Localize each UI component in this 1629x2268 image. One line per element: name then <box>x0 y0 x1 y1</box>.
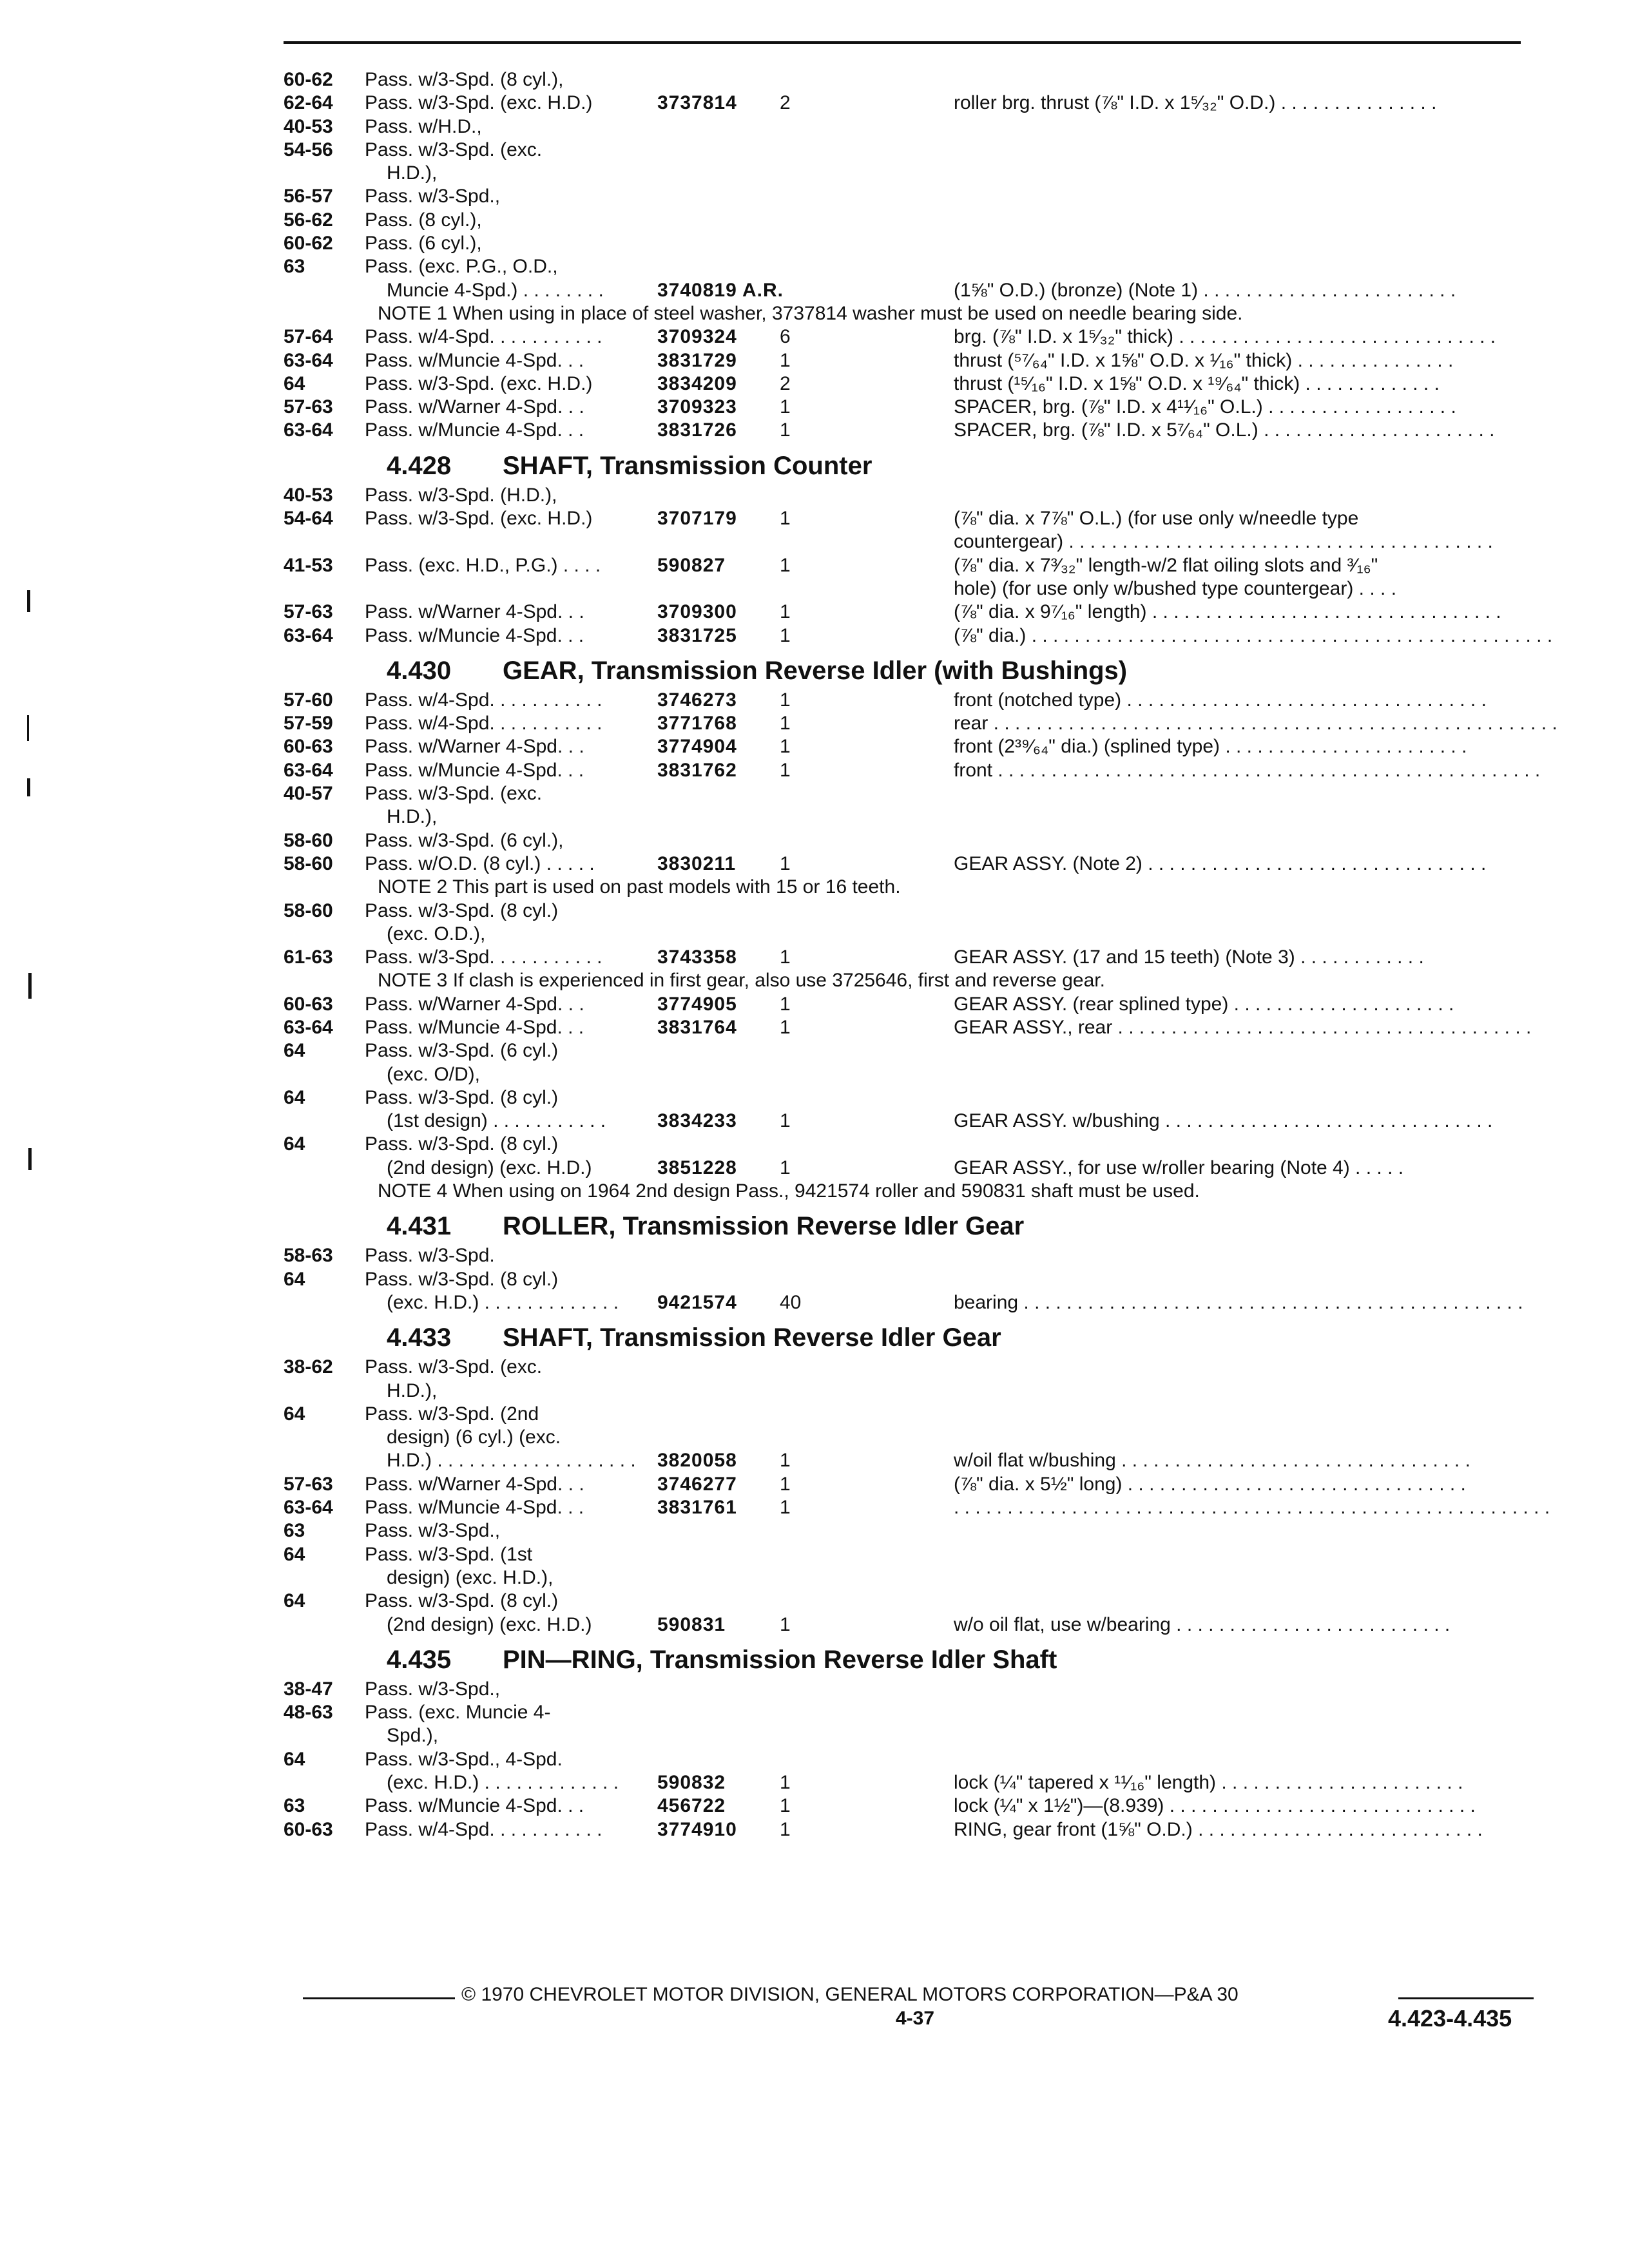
part-number: 3740819 A.R. <box>657 279 784 301</box>
model-application: Pass. w/3-Spd., <box>365 1520 501 1542</box>
year-range: 64 <box>284 1086 305 1108</box>
model-application: Pass. w/3-Spd. (2nd <box>365 1403 539 1425</box>
quantity: 1 <box>780 601 791 623</box>
quantity: 1 <box>780 396 791 418</box>
parts-row <box>284 805 1527 829</box>
model-application: Pass. w/3-Spd. (1st <box>365 1543 533 1565</box>
year-range: 40-53 <box>284 115 333 137</box>
model-application: Pass. w/3-Spd. (6 cyl.), <box>365 829 564 851</box>
model-application: (exc. O.D.), <box>387 923 486 945</box>
quantity: 1 <box>780 508 791 530</box>
year-range: 57-64 <box>284 326 333 348</box>
year-range: 57-63 <box>284 601 333 623</box>
part-description: brg. (⅞" I.D. x 1⁵⁄₃₂" thick) . . . . . . . . . . . . . . . . . . . . . . . . . . . . . . <box>954 326 1496 348</box>
parts-row <box>284 759 1541 782</box>
model-application: Pass. w/Muncie 4-Spd. . . <box>365 1497 584 1519</box>
parts-row <box>284 829 1527 852</box>
year-range: 57-59 <box>284 713 333 735</box>
section-title: GEAR, Transmission Reverse Idler (with Bushings) <box>503 656 1128 685</box>
part-description: (⅞" dia. x 7³⁄₃₂" length-w/2 flat oiling slots and ³⁄₁₆" <box>954 554 1378 576</box>
quantity: 1 <box>780 1613 791 1635</box>
note-line <box>284 969 1527 992</box>
year-range: 61-63 <box>284 947 333 968</box>
model-application: Pass. (exc. P.G., O.D., <box>365 256 558 278</box>
note-text: NOTE 4 When using on 1964 2nd design Pass., 9421574 roller and 590831 shaft must be used. <box>378 1180 1200 1202</box>
model-application: Pass. w/3-Spd., 4-Spd. <box>365 1748 563 1770</box>
part-description: (⅞" dia.) . . . . . . . . . . . . . . . . . . . . . . . . . . . . . . . . . . . . . . . . . . . . . . . . . <box>954 624 1553 646</box>
note-text: NOTE 3 If clash is experienced in first gear, also use 3725646, first and reverse gear. <box>378 970 1105 992</box>
part-description: rear . . . . . . . . . . . . . . . . . . . . . . . . . . . . . . . . . . . . . . . . . . . . . . . . . . . . . <box>954 713 1557 735</box>
part-number: 3851228 <box>657 1157 737 1178</box>
parts-row <box>284 712 1557 735</box>
note-line <box>284 302 1527 325</box>
part-description: lock (¼" tapered x ¹¹⁄₁₆" length) . . . . . . . . . . . . . . . . . . . . . . . <box>954 1772 1463 1793</box>
part-description: thrust (¹⁵⁄₁₆" I.D. x 1⅝" O.D. x ¹⁹⁄₆₄" thick) . . . . . . . . . . . . . <box>954 372 1440 394</box>
section-title: SHAFT, Transmission Counter <box>503 451 872 480</box>
part-description: (⅞" dia. x 9⁷⁄₁₆" length) . . . . . . . . . . . . . . . . . . . . . . . . . . . . . . . . . <box>954 601 1501 623</box>
quantity: 1 <box>780 1818 791 1840</box>
parts-row <box>284 1678 1527 1701</box>
model-application: Pass. w/Warner 4-Spd. . . <box>365 1473 584 1495</box>
parts-row <box>284 507 1527 530</box>
year-range: 56-62 <box>284 209 333 231</box>
part-description: GEAR ASSY. w/bushing . . . . . . . . . . . . . . . . . . . . . . . . . . . . . . . <box>954 1110 1493 1132</box>
parts-row <box>284 372 1527 396</box>
part-description: (1⅝" O.D.) (bronze) (Note 1) . . . . . . . . . . . . . . . . . . . . . . . . <box>954 279 1456 301</box>
quantity: 1 <box>780 1016 791 1038</box>
parts-row <box>284 1473 1527 1496</box>
section-header <box>284 1314 1527 1356</box>
part-description: countergear) . . . . . . . . . . . . . . . . . . . . . . . . . . . . . . . . . . . . . . . . <box>954 531 1493 553</box>
quantity: 1 <box>780 947 791 968</box>
parts-row <box>284 255 1527 278</box>
part-description: bearing . . . . . . . . . . . . . . . . . . . . . . . . . . . . . . . . . . . . . . . . . . . . . . . <box>954 1291 1523 1313</box>
model-application: Pass. (exc. Muncie 4- <box>365 1702 551 1724</box>
quantity: 1 <box>780 713 791 735</box>
year-range: 60-63 <box>284 736 333 758</box>
parts-row <box>284 1449 1527 1472</box>
section-header <box>284 443 1527 484</box>
part-description: front (2³⁹⁄₆₄" dia.) (splined type) . . . . . . . . . . . . . . . . . . . . . . . <box>954 736 1467 758</box>
model-application: Pass. w/Muncie 4-Spd. . . <box>365 624 584 646</box>
quantity: 1 <box>780 419 791 441</box>
part-number: 3746273 <box>657 689 737 711</box>
parts-list <box>284 68 1557 1841</box>
section-header <box>284 648 1527 689</box>
parts-row <box>284 624 1553 648</box>
margin-mark <box>27 715 29 741</box>
year-range: 64 <box>284 1133 305 1155</box>
quantity: 1 <box>780 554 791 576</box>
year-range: 38-62 <box>284 1356 333 1378</box>
part-number: 3820058 <box>657 1450 737 1472</box>
parts-row <box>284 209 1527 232</box>
year-range: 63-64 <box>284 759 333 781</box>
model-application: Pass. w/4-Spd. . . . . . . . . . . <box>365 1818 602 1840</box>
quantity: 1 <box>780 1772 791 1793</box>
model-application: Pass. w/3-Spd. (8 cyl.) <box>365 1268 559 1290</box>
year-range: 64 <box>284 1590 305 1612</box>
part-description: (⅞" dia. x 7⅞" O.L.) (for use only w/needle type <box>954 508 1359 530</box>
parts-row <box>284 1244 1527 1267</box>
part-number: 3831762 <box>657 759 737 781</box>
part-number: 3834209 <box>657 372 737 394</box>
model-application: Pass. (6 cyl.), <box>365 233 482 255</box>
model-application: Muncie 4-Spd.) . . . . . . . . <box>387 279 604 301</box>
parts-row <box>284 923 1527 946</box>
part-number: 3834233 <box>657 1110 737 1132</box>
parts-row <box>284 91 1527 115</box>
part-number: 3771768 <box>657 713 737 735</box>
year-range: 63-64 <box>284 1016 333 1038</box>
part-description: GEAR ASSY., rear . . . . . . . . . . . . . . . . . . . . . . . . . . . . . . . . . . . . . . . <box>954 1016 1532 1038</box>
model-application: (1st design) . . . . . . . . . . . <box>387 1110 606 1132</box>
model-application: Pass. w/Warner 4-Spd. . . <box>365 396 584 418</box>
model-application: Pass. w/Warner 4-Spd. . . <box>365 993 584 1015</box>
part-number: 590827 <box>657 554 726 576</box>
note-text: NOTE 2 This part is used on past models with 15 or 16 teeth. <box>378 876 901 898</box>
part-description: GEAR ASSY. (rear splined type) . . . . . . . . . . . . . . . . . . . . . <box>954 993 1454 1015</box>
section-header <box>284 1203 1527 1244</box>
model-application: Pass. w/3-Spd., <box>365 186 501 207</box>
year-range: 64 <box>284 1403 305 1425</box>
quantity: 1 <box>780 852 791 874</box>
quantity: 1 <box>780 1795 791 1817</box>
quantity: 1 <box>780 759 791 781</box>
model-application: H.D.), <box>387 806 438 828</box>
model-application: (exc. H.D.) . . . . . . . . . . . . . <box>387 1291 619 1313</box>
parts-row <box>284 1426 1527 1449</box>
year-range: 48-63 <box>284 1702 333 1724</box>
parts-row <box>284 325 1527 349</box>
footer-rule-left <box>303 1997 455 1999</box>
section-number: 4.428 <box>387 451 452 480</box>
parts-row <box>284 1724 1527 1747</box>
parts-row <box>284 1016 1532 1039</box>
parts-row <box>284 1748 1527 1771</box>
year-range: 63 <box>284 1520 305 1542</box>
model-application: Pass. w/3-Spd. (8 cyl.) <box>365 1133 559 1155</box>
parts-row <box>284 1157 1527 1180</box>
part-description: RING, gear front (1⅝" O.D.) . . . . . . . . . . . . . . . . . . . . . . . . . . . <box>954 1818 1483 1840</box>
model-application: Pass. w/4-Spd. . . . . . . . . . . <box>365 713 602 735</box>
parts-row <box>284 279 1527 302</box>
part-number: 3831761 <box>657 1497 737 1519</box>
year-range: 41-53 <box>284 554 333 576</box>
model-application: Pass. w/3-Spd. (exc. <box>365 139 543 160</box>
year-range: 58-60 <box>284 852 333 874</box>
model-application: Pass. w/Muncie 4-Spd. . . <box>365 349 584 371</box>
model-application: Pass. w/Muncie 4-Spd. . . <box>365 759 584 781</box>
model-application: H.D.), <box>387 162 438 184</box>
parts-row <box>284 1794 1527 1818</box>
section-range: 4.423-4.435 <box>1388 2005 1512 2032</box>
model-application: (exc. H.D.) . . . . . . . . . . . . . <box>387 1772 619 1793</box>
section-number: 4.435 <box>387 1645 452 1674</box>
model-application: H.D.) . . . . . . . . . . . . . . . . . . . <box>387 1450 636 1472</box>
part-description: hole) (for use only w/bushed type countergear) . . . . <box>954 577 1397 599</box>
year-range: 64 <box>284 1040 305 1062</box>
page-footer <box>303 1983 1540 2032</box>
year-range: 63-64 <box>284 1497 333 1519</box>
page-number: 4-37 <box>896 2008 935 2029</box>
parts-row <box>284 1818 1527 1841</box>
parts-row <box>284 852 1527 876</box>
note-text: NOTE 1 When using in place of steel washer, 3737814 washer must be used on needle bearing side. <box>378 302 1243 324</box>
quantity: 1 <box>780 1110 791 1132</box>
model-application: Pass. w/3-Spd. (exc. <box>365 783 543 805</box>
model-application: Pass. w/4-Spd. . . . . . . . . . . <box>365 326 602 348</box>
part-number: 456722 <box>657 1795 726 1817</box>
year-range: 63 <box>284 1795 305 1817</box>
model-application: Pass. w/Muncie 4-Spd. . . <box>365 1016 584 1038</box>
part-number: 590831 <box>657 1613 726 1635</box>
model-application: Pass. w/3-Spd. (8 cyl.) <box>365 899 559 921</box>
parts-row <box>284 1519 1527 1542</box>
parts-row <box>284 1701 1527 1724</box>
year-range: 62-64 <box>284 92 333 114</box>
year-range: 60-63 <box>284 993 333 1015</box>
parts-row <box>284 1039 1527 1062</box>
year-range: 64 <box>284 1543 305 1565</box>
model-application: Pass. w/3-Spd. (8 cyl.), <box>365 69 564 90</box>
quantity: 40 <box>780 1291 802 1313</box>
note-line <box>284 1180 1527 1203</box>
year-range: 58-60 <box>284 829 333 851</box>
year-range: 40-57 <box>284 783 333 805</box>
year-range: 57-63 <box>284 1473 333 1495</box>
parts-row <box>284 139 1527 162</box>
part-description: SPACER, brg. (⅞" I.D. x 4¹¹⁄₁₆" O.L.) . . . . . . . . . . . . . . . . . . <box>954 396 1456 418</box>
model-application: H.D.), <box>387 1379 438 1401</box>
margin-mark <box>27 778 30 796</box>
section-number: 4.430 <box>387 656 452 685</box>
part-number: 3743358 <box>657 947 737 968</box>
parts-row <box>284 484 1527 507</box>
top-rule <box>284 41 1521 44</box>
model-application: Pass. w/4-Spd. . . . . . . . . . . <box>365 689 602 711</box>
model-application: Pass. w/3-Spd. (H.D.), <box>365 484 557 506</box>
part-number: 3774910 <box>657 1818 737 1840</box>
footer-rule-right <box>1398 1997 1534 1999</box>
quantity: 6 <box>780 326 791 348</box>
parts-row <box>284 946 1527 969</box>
parts-row <box>284 1291 1527 1314</box>
parts-row <box>284 1086 1527 1110</box>
year-range: 63-64 <box>284 349 333 371</box>
quantity: 1 <box>780 689 791 711</box>
part-description: lock (¼" x 1½")—(8.939) . . . . . . . . . . . . . . . . . . . . . . . . . . . . . <box>954 1795 1476 1817</box>
part-number: 3774905 <box>657 993 737 1015</box>
part-number: 3709324 <box>657 326 737 348</box>
parts-row <box>284 577 1527 601</box>
part-description: GEAR ASSY., for use w/roller bearing (Note 4) . . . . . <box>954 1157 1404 1178</box>
quantity: 1 <box>780 993 791 1015</box>
parts-row <box>284 162 1527 185</box>
part-number: 3707179 <box>657 508 737 530</box>
part-number: 3830211 <box>657 852 737 874</box>
part-description: GEAR ASSY. (17 and 15 teeth) (Note 3) . . . . . . . . . . . . <box>954 947 1424 968</box>
parts-row <box>284 1771 1527 1794</box>
parts-row <box>284 115 1527 139</box>
part-description: SPACER, brg. (⅞" I.D. x 5⁷⁄₆₄" O.L.) . . . . . . . . . . . . . . . . . . . . . . <box>954 419 1495 441</box>
part-description: w/o oil flat, use w/bearing . . . . . . . . . . . . . . . . . . . . . . . . . . <box>954 1613 1451 1635</box>
part-number: 3774904 <box>657 736 737 758</box>
parts-row <box>284 1613 1527 1637</box>
year-range: 57-63 <box>284 396 333 418</box>
quantity: 1 <box>780 736 791 758</box>
part-number: 3746277 <box>657 1473 737 1495</box>
parts-row <box>284 735 1527 758</box>
section-header <box>284 1637 1527 1678</box>
year-range: 60-63 <box>284 1818 333 1840</box>
section-title: SHAFT, Transmission Reverse Idler Gear <box>503 1323 1001 1352</box>
model-application: Pass. w/H.D., <box>365 115 482 137</box>
part-number: 3831764 <box>657 1016 737 1038</box>
year-range: 58-60 <box>284 899 333 921</box>
year-range: 57-60 <box>284 689 333 711</box>
model-application: Pass. w/3-Spd. (exc. H.D.) <box>365 92 593 114</box>
part-number: 9421574 <box>657 1291 737 1313</box>
part-number: 3737814 <box>657 92 737 114</box>
part-number: 3831729 <box>657 349 737 371</box>
part-description: thrust (⁵⁷⁄₆₄" I.D. x 1⅝" O.D. x ¹⁄₁₆" thick) . . . . . . . . . . . . . . . <box>954 349 1454 371</box>
part-number: 3831725 <box>657 624 737 646</box>
quantity: 2 <box>780 372 791 394</box>
model-application: Pass. w/Warner 4-Spd. . . <box>365 601 584 623</box>
year-range: 63 <box>284 256 305 278</box>
section-number: 4.433 <box>387 1323 452 1352</box>
parts-row <box>284 1403 1527 1426</box>
parts-row <box>284 1379 1527 1403</box>
copyright-line: © 1970 CHEVROLET MOTOR DIVISION, GENERAL MOTORS CORPORATION—P&A 30 <box>461 1984 1239 2005</box>
parts-row <box>284 349 1527 372</box>
model-application: Pass. w/3-Spd. . . . . . . . . . . <box>365 947 602 968</box>
parts-row <box>284 1543 1527 1566</box>
model-application: Pass. w/3-Spd. <box>365 1245 495 1267</box>
margin-mark <box>27 590 30 612</box>
model-application: design) (exc. H.D.), <box>387 1566 554 1588</box>
margin-mark <box>28 973 32 999</box>
margin-mark <box>28 1148 32 1170</box>
quantity: 1 <box>780 624 791 646</box>
part-description: front (notched type) . . . . . . . . . . . . . . . . . . . . . . . . . . . . . . . . . . <box>954 689 1487 711</box>
model-application: Pass. (exc. H.D., P.G.) . . . . <box>365 554 601 576</box>
section-number: 4.431 <box>387 1212 452 1241</box>
parts-row <box>284 1356 1527 1379</box>
part-description: (⅞" dia. x 5½" long) . . . . . . . . . . . . . . . . . . . . . . . . . . . . . . . . <box>954 1473 1466 1495</box>
model-application: Pass. w/Muncie 4-Spd. . . <box>365 1795 584 1817</box>
parts-row <box>284 782 1527 805</box>
model-application: Pass. w/3-Spd., <box>365 1678 501 1700</box>
model-application: Pass. w/3-Spd. (8 cyl.) <box>365 1086 559 1108</box>
part-description: front . . . . . . . . . . . . . . . . . . . . . . . . . . . . . . . . . . . . . . . . . . . . . . . . . . . <box>954 759 1541 781</box>
parts-row <box>284 1496 1550 1519</box>
quantity: 1 <box>780 1157 791 1178</box>
year-range: 64 <box>284 372 305 394</box>
quantity: 1 <box>780 1473 791 1495</box>
part-number: 590832 <box>657 1772 726 1793</box>
model-application: (2nd design) (exc. H.D.) <box>387 1613 592 1635</box>
part-description: w/oil flat w/bushing . . . . . . . . . . . . . . . . . . . . . . . . . . . . . . . . . <box>954 1450 1470 1472</box>
model-application: Pass. w/3-Spd. (exc. <box>365 1356 543 1378</box>
model-application: (2nd design) (exc. H.D.) <box>387 1157 592 1178</box>
model-application: Pass. w/Warner 4-Spd. . . <box>365 736 584 758</box>
quantity: 2 <box>780 92 791 114</box>
year-range: 40-53 <box>284 484 333 506</box>
year-range: 63-64 <box>284 624 333 646</box>
year-range: 58-63 <box>284 1245 333 1267</box>
parts-row <box>284 601 1527 624</box>
year-range: 64 <box>284 1748 305 1770</box>
parts-row <box>284 689 1527 712</box>
parts-row <box>284 419 1527 442</box>
part-number: 3831726 <box>657 419 737 441</box>
parts-row <box>284 530 1527 553</box>
section-title: PIN—RING, Transmission Reverse Idler Shaft <box>503 1645 1057 1674</box>
parts-row <box>284 554 1527 577</box>
year-range: 38-47 <box>284 1678 333 1700</box>
parts-row <box>284 1110 1527 1133</box>
parts-row <box>284 899 1527 923</box>
parts-row <box>284 1063 1527 1086</box>
parts-row <box>284 1566 1527 1590</box>
model-application: Pass. w/O.D. (8 cyl.) . . . . . <box>365 852 595 874</box>
year-range: 54-64 <box>284 508 333 530</box>
model-application: Pass. w/Muncie 4-Spd. . . <box>365 419 584 441</box>
year-range: 54-56 <box>284 139 333 160</box>
model-application: Pass. (8 cyl.), <box>365 209 482 231</box>
quantity: 1 <box>780 1497 791 1519</box>
year-range: 63-64 <box>284 419 333 441</box>
model-application: Pass. w/3-Spd. (exc. H.D.) <box>365 508 593 530</box>
parts-row <box>284 993 1527 1016</box>
parts-row <box>284 1133 1527 1156</box>
parts-row <box>284 185 1527 208</box>
model-application: (exc. O/D), <box>387 1063 481 1085</box>
part-description: . . . . . . . . . . . . . . . . . . . . . . . . . . . . . . . . . . . . . . . . . . . . . . . . . . . . . . . . <box>954 1497 1550 1519</box>
part-number: 3709300 <box>657 601 737 623</box>
part-description: GEAR ASSY. (Note 2) . . . . . . . . . . . . . . . . . . . . . . . . . . . . . . . . <box>954 852 1487 874</box>
part-number: 3709323 <box>657 396 737 418</box>
model-application: Spd.), <box>387 1725 439 1747</box>
parts-row <box>284 1268 1527 1291</box>
model-application: Pass. w/3-Spd. (6 cyl.) <box>365 1040 559 1062</box>
year-range: 56-57 <box>284 186 333 207</box>
year-range: 60-62 <box>284 69 333 90</box>
year-range: 64 <box>284 1268 305 1290</box>
note-line <box>284 876 1527 899</box>
parts-row <box>284 232 1527 255</box>
quantity: 1 <box>780 1450 791 1472</box>
model-application: Pass. w/3-Spd. (exc. H.D.) <box>365 372 593 394</box>
section-title: ROLLER, Transmission Reverse Idler Gear <box>503 1212 1025 1241</box>
part-description: roller brg. thrust (⅞" I.D. x 1⁵⁄₃₂" O.D.) . . . . . . . . . . . . . . . <box>954 92 1437 114</box>
year-range: 60-62 <box>284 233 333 255</box>
parts-row <box>284 68 1527 91</box>
model-application: Pass. w/3-Spd. (8 cyl.) <box>365 1590 559 1612</box>
parts-row <box>284 396 1527 419</box>
parts-row <box>284 1590 1527 1613</box>
model-application: design) (6 cyl.) (exc. <box>387 1427 561 1448</box>
quantity: 1 <box>780 349 791 371</box>
